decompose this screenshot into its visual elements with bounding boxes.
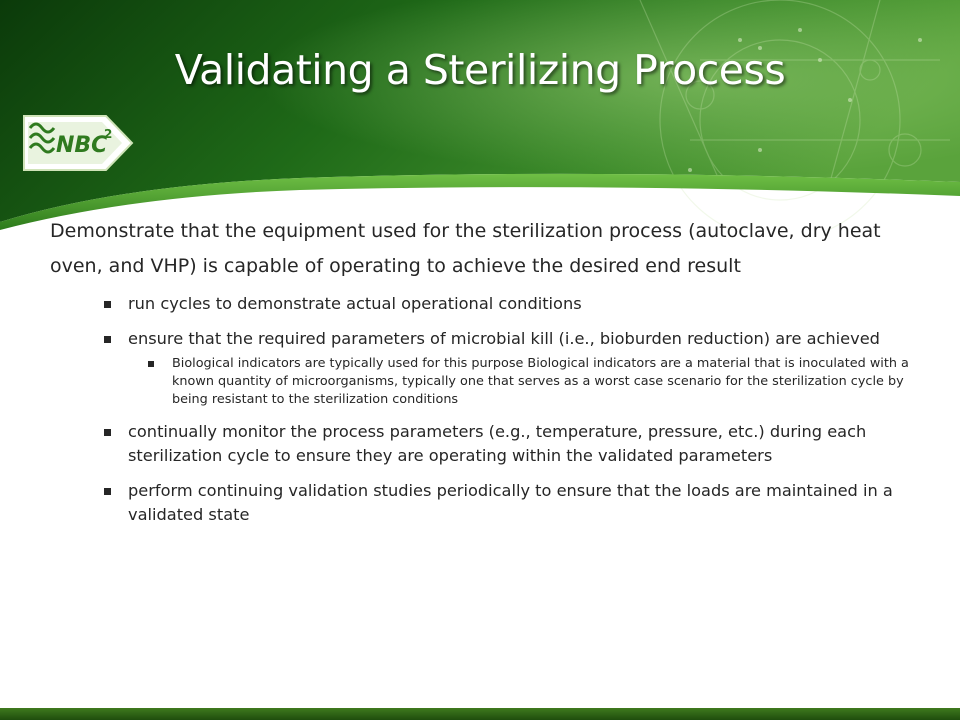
bullet-text: continually monitor the process parameters (e.g., temperature, pressure, etc.) during each sterilization cycle to ensure they are operating within the validated parameters — [128, 422, 867, 465]
bullet-text: run cycles to demonstrate actual operational conditions — [128, 294, 582, 313]
square-bullet-icon — [104, 429, 111, 436]
sub-list-item — [148, 355, 912, 409]
sub-bullet-list — [148, 355, 912, 409]
square-bullet-icon — [104, 488, 111, 495]
header-banner — [0, 0, 960, 230]
list-item — [104, 292, 912, 316]
slide-content — [50, 214, 912, 538]
square-bullet-icon — [148, 361, 154, 367]
bullet-text: ensure that the required parameters of microbial kill (i.e., bioburden reduction) are achieved — [128, 329, 880, 348]
footer-bar — [0, 708, 960, 720]
logo-superscript: 2 — [104, 127, 113, 141]
list-item — [104, 420, 912, 468]
lead-paragraph: Demonstrate that the equipment used for the sterilization process (autoclave, dry heat oven, and VHP) is capable of operating to achieve the desired end result — [50, 220, 881, 277]
nbc2-logo-icon — [20, 108, 138, 178]
square-bullet-icon — [104, 301, 111, 308]
logo-text: NBC — [56, 133, 108, 158]
bullet-text: perform continuing validation studies periodically to ensure that the loads are maintained in a validated state — [128, 481, 893, 524]
list-item — [104, 327, 912, 409]
list-item — [104, 479, 912, 527]
sub-bullet-text: Biological indicators are typically used for this purpose Biological indicators are a material that is inoculated with a known quantity of microorganisms, typically one that serves as a worst case scenario for the sterilization cycle by being resistant to the sterilization conditions — [172, 356, 909, 407]
bullet-list — [104, 292, 912, 527]
banner-graphic — [0, 0, 960, 230]
square-bullet-icon — [104, 336, 111, 343]
slide-title: Validating a Sterilizing Process — [174, 46, 786, 94]
